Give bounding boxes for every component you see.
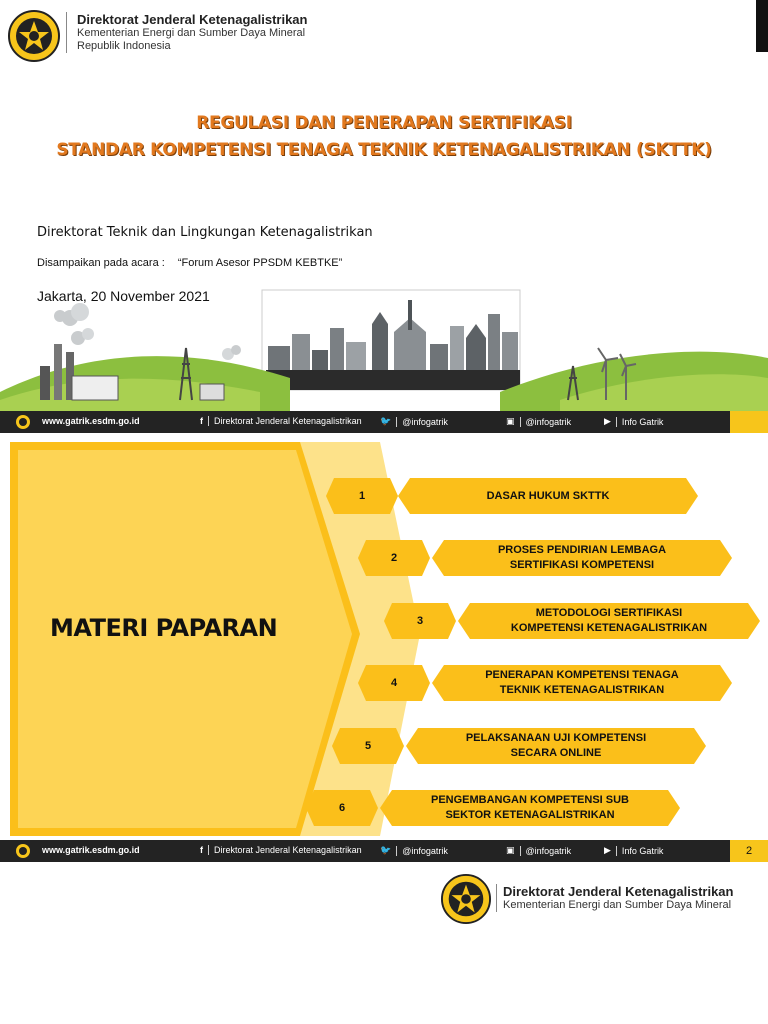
agenda-number-5: 5	[332, 728, 404, 764]
agenda-item-5[interactable]	[406, 728, 706, 764]
instagram-label: @infogatrik	[525, 416, 572, 427]
agenda-item-1-line1: DASAR HUKUM SKTTK	[486, 489, 610, 502]
agenda-item-6-line2: SEKTOR KETENAGALISTRIKAN	[445, 809, 615, 821]
esdm-logo-icon	[14, 843, 32, 859]
agenda-item-2[interactable]	[432, 540, 732, 576]
city-energy-illustration	[0, 288, 768, 412]
title-line-1: REGULASI DAN PENERAPAN SERTIFIKASI	[196, 113, 572, 133]
agenda-item-6-line1: PENGEMBANGAN KOMPETENSI SUB	[430, 794, 630, 806]
agenda-item-3[interactable]	[458, 603, 760, 639]
twitter-link[interactable]	[380, 845, 448, 856]
agenda-slide	[0, 434, 768, 868]
instagram-link[interactable]	[506, 416, 571, 427]
youtube-icon: ▶	[604, 845, 611, 855]
facebook-icon: f	[200, 416, 203, 426]
corner-bar	[756, 0, 768, 52]
agenda-number-6: 6	[306, 790, 378, 826]
youtube-icon: ▶	[604, 416, 611, 426]
org-country: Republik Indonesia	[77, 40, 171, 52]
page-number: 2	[730, 840, 768, 862]
org-block	[66, 12, 307, 53]
facebook-link[interactable]	[200, 845, 362, 855]
agenda-item-4[interactable]	[432, 665, 732, 701]
agenda-item-3-line1: METODOLOGI SERTIFIKASI	[535, 607, 683, 619]
org-name-bottom: Direktorat Jenderal Ketenagalistrikan	[503, 884, 734, 899]
facebook-label: Direktorat Jenderal Ketenagalistrikan	[214, 416, 362, 426]
agenda-item-3-line2: KOMPETENSI KETENAGALISTRIKAN	[510, 622, 708, 634]
event-name: “Forum Asesor PPSDM KEBTKE”	[177, 257, 343, 269]
presenter: Direktorat Teknik dan Lingkungan Ketenagalistrikan	[37, 225, 373, 240]
org-ministry: Kementerian Energi dan Sumber Daya Mineral	[77, 27, 306, 39]
agenda-heading: MATERI PAPARAN	[50, 614, 278, 642]
org-block-bottom	[496, 884, 733, 912]
agenda-number-1: 1	[326, 478, 398, 514]
instagram-icon: ▣	[506, 845, 515, 855]
instagram-label: @infogatrik	[525, 845, 572, 856]
facebook-link[interactable]	[200, 416, 362, 426]
twitter-icon: 🐦	[380, 845, 392, 855]
youtube-label: Info Gatrik	[621, 416, 664, 427]
instagram-link[interactable]	[506, 845, 571, 856]
esdm-logo-icon	[8, 10, 60, 62]
event-line	[37, 257, 342, 269]
twitter-label: @infogatrik	[402, 416, 448, 427]
twitter-icon: 🐦	[380, 416, 392, 426]
org-ministry-bottom: Kementerian Energi dan Sumber Daya Mineral	[503, 899, 732, 911]
facebook-icon: f	[200, 845, 203, 855]
twitter-link[interactable]	[380, 416, 448, 427]
agenda-footer-bar	[0, 840, 768, 862]
agenda-item-2-line2: SERTIFIKASI KOMPETENSI	[509, 559, 655, 571]
cover-slide	[0, 0, 768, 434]
twitter-label: @infogatrik	[402, 845, 448, 856]
agenda-item-5-line1: PELAKSANAAN UJI KOMPETENSI	[465, 732, 647, 744]
event-label: Disampaikan pada acara :	[37, 257, 165, 269]
esdm-logo-icon	[441, 874, 491, 924]
agenda-item-5-line2: SECARA ONLINE	[510, 747, 602, 759]
agenda-number-2: 2	[358, 540, 430, 576]
cover-footer-bar	[0, 411, 768, 433]
agenda-item-4-line2: TEKNIK KETENAGALISTRIKAN	[499, 684, 665, 696]
agenda-number-4: 4	[358, 665, 430, 701]
instagram-icon: ▣	[506, 416, 515, 426]
website-link[interactable]: www.gatrik.esdm.go.id	[42, 845, 140, 855]
agenda-item-6[interactable]	[380, 790, 680, 826]
org-name: Direktorat Jenderal Ketenagalistrikan	[77, 12, 308, 27]
footer-accent	[730, 411, 768, 433]
youtube-link[interactable]	[604, 416, 663, 427]
website-link[interactable]: www.gatrik.esdm.go.id	[42, 416, 140, 426]
next-slide-header	[0, 868, 768, 1024]
youtube-label: Info Gatrik	[621, 845, 664, 856]
presentation-date: Jakarta, 20 November 2021	[37, 288, 210, 304]
facebook-label: Direktorat Jenderal Ketenagalistrikan	[214, 845, 362, 855]
esdm-logo-icon	[14, 414, 32, 430]
title-line-2: STANDAR KOMPETENSI TENAGA TEKNIK KETENAGALISTRIKAN (SKTTK)	[56, 140, 712, 160]
agenda-item-4-line1: PENERAPAN KOMPETENSI TENAGA	[485, 669, 679, 681]
youtube-link[interactable]	[604, 845, 663, 856]
agenda-item-2-line1: PROSES PENDIRIAN LEMBAGA	[497, 544, 667, 556]
agenda-item-1[interactable]	[398, 478, 698, 514]
agenda-number-3: 3	[384, 603, 456, 639]
